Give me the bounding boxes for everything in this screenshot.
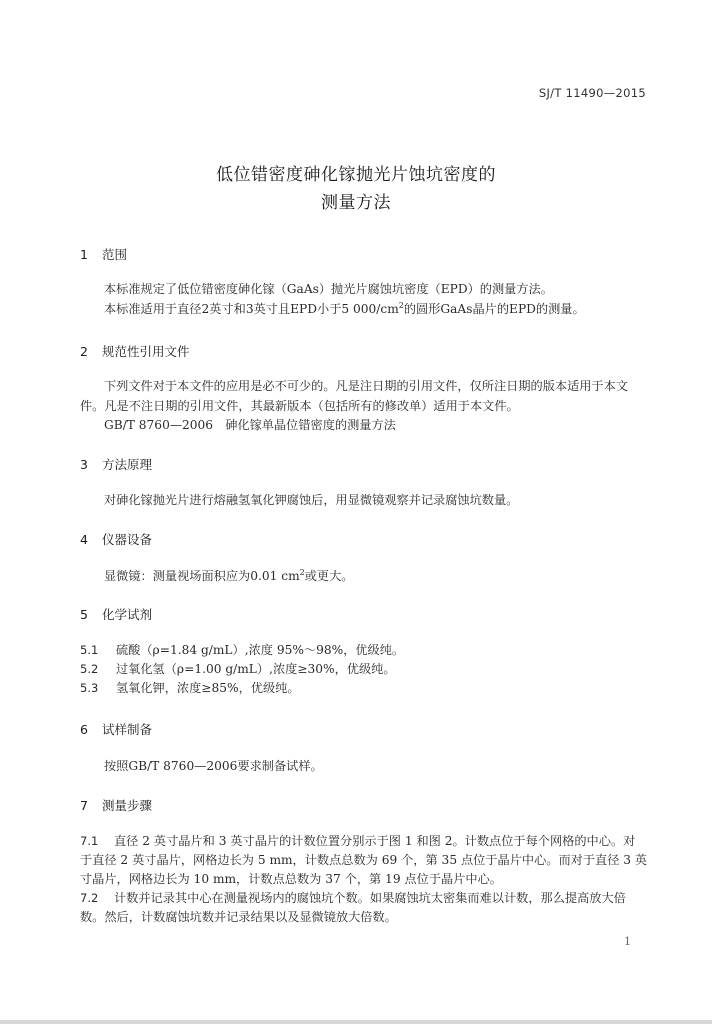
section-2-paragraph-line1: 下列文件对于本文件的应用是必不可少的。凡是注日期的引用文件，仅所注日期的版本适用于本文 — [104, 379, 629, 393]
procedure-item-7-1-line3: 寸晶片，网格边长为 10 mm，计数点总数为 37 个，第 19 点位于晶片中心。 — [80, 872, 502, 886]
paragraph-text: 显微镜：测量视场面积应为0.01 cm — [104, 569, 300, 583]
section-title: 仪器设备 — [102, 532, 153, 547]
section-1-heading — [80, 245, 127, 263]
section-2-paragraph-line2: 件。凡是不注日期的引用文件，其最新版本（包括所有的修改单）适用于本文件。 — [80, 399, 519, 413]
section-number: 6 — [80, 722, 88, 737]
paragraph-text: 或更大。 — [304, 569, 354, 583]
page-number: 1 — [624, 935, 631, 948]
procedure-item-7-2-line2: 数。然后，计数腐蚀坑数并记录结果以及显微镜放大倍数。 — [80, 910, 397, 924]
superscript: 2 — [299, 567, 305, 577]
section-2-heading — [80, 342, 190, 360]
item-number: 5.2 — [80, 662, 99, 676]
section-number: 7 — [80, 798, 88, 813]
section-4-paragraph — [104, 567, 354, 584]
reagent-item — [80, 641, 404, 658]
reagent-item — [80, 679, 300, 696]
section-6-paragraph: 按照GB/T 8760—2006要求制备试样。 — [104, 759, 323, 773]
item-text: 硫酸（ρ=1.84 g/mL）,浓度 95%～98%，优级纯。 — [116, 643, 405, 657]
paragraph-text: 本标准适用于直径2英寸和3英寸且EPD小于5 000/cm — [104, 302, 399, 316]
document-title-line1: 低位错密度砷化镓抛光片蚀坑密度的 — [216, 165, 496, 185]
procedure-item-7-1-line2: 于直径 2 英寸晶片，网格边长为 5 mm，计数点总数为 69 个，第 35 点位于晶片中心。而对于直径 3 英 — [80, 853, 648, 867]
section-title: 试样制备 — [102, 722, 153, 737]
section-3-heading — [80, 455, 152, 473]
section-4-heading — [80, 530, 152, 548]
item-text: 过氧化氢（ρ=1.00 g/mL）,浓度≥30%，优级纯。 — [116, 662, 396, 676]
section-number: 3 — [80, 457, 88, 472]
section-title: 测量步骤 — [102, 798, 153, 813]
section-7-heading — [80, 796, 152, 814]
item-number: 5.3 — [80, 681, 99, 695]
section-6-heading — [80, 720, 152, 738]
item-text: 氢氧化钾，浓度≥85%，优级纯。 — [116, 681, 300, 695]
item-number: 5.1 — [80, 643, 99, 657]
section-number: 1 — [80, 247, 88, 262]
section-number: 5 — [80, 607, 88, 622]
item-text: 计数并记录其中心在测量视场内的腐蚀坑个数。如果腐蚀坑太密集而难以计数，那么提高放大倍 — [114, 891, 626, 905]
item-number: 7.2 — [80, 891, 99, 905]
section-number: 4 — [80, 532, 88, 547]
section-title: 化学试剂 — [102, 607, 153, 622]
item-number: 7.1 — [80, 834, 99, 848]
reagent-item — [80, 660, 396, 677]
document-title-line2: 测量方法 — [321, 193, 391, 213]
procedure-item-7-2-line1 — [80, 889, 626, 906]
section-1-paragraph-2 — [104, 300, 585, 317]
superscript: 2 — [398, 300, 404, 310]
section-title: 规范性引用文件 — [102, 344, 190, 359]
section-3-paragraph: 对砷化镓抛光片进行熔融氢氧化钾腐蚀后，用显微镜观察并记录腐蚀坑数量。 — [104, 493, 519, 507]
page-bottom-edge — [0, 1020, 712, 1024]
paragraph-text: 的圆形GaAs晶片的EPD的测量。 — [403, 302, 585, 316]
section-title: 方法原理 — [102, 457, 153, 472]
section-5-heading — [80, 605, 152, 623]
section-title: 范围 — [102, 247, 128, 262]
standard-number: SJ/T 11490—2015 — [538, 86, 646, 100]
normative-reference: GB/T 8760—2006 砷化镓单晶位错密度的测量方法 — [104, 418, 396, 432]
item-text: 直径 2 英寸晶片和 3 英寸晶片的计数位置分别示于图 1 和图 2。计数点位于每个网格的中心。对 — [114, 834, 636, 848]
section-number: 2 — [80, 344, 88, 359]
procedure-item-7-1-line1 — [80, 832, 635, 849]
section-1-paragraph-1: 本标准规定了低位错密度砷化镓（GaAs）抛光片腐蚀坑密度（EPD）的测量方法。 — [104, 282, 553, 296]
